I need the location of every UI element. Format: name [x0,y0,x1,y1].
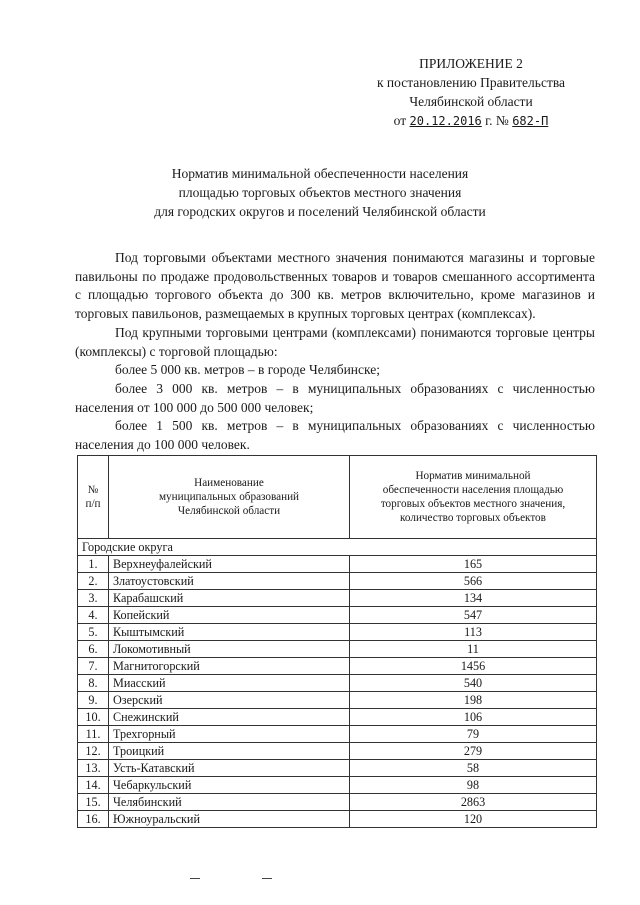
col-number-header [78,456,109,539]
paragraph-chelyabinsk: более 5 000 кв. метров – в городе Челябинске; [115,362,380,378]
appendix-title: ПРИЛОЖЕНИЕ 2 [419,56,523,71]
table-row [78,641,597,658]
row-municipality-name: Усть-Катавский [109,760,350,777]
col-name-header-line1: Наименование [194,477,264,489]
row-number: 3. [78,590,109,607]
row-norm-value: 98 [350,777,597,794]
row-norm-value: 79 [350,726,597,743]
table-row [78,794,597,811]
row-norm-value: 279 [350,743,597,760]
row-municipality-name: Снежинский [109,709,350,726]
row-norm-value: 1456 [350,658,597,675]
row-number: 7. [78,658,109,675]
year-suffix: г. [485,113,493,128]
col-norm-header [350,456,597,539]
table-row [78,709,597,726]
row-norm-value: 2863 [350,794,597,811]
appendix-header [340,54,602,131]
table-row [78,675,597,692]
col-name-header [109,456,350,539]
number-sign: № [495,113,509,128]
row-municipality-name: Кыштымский [109,624,350,641]
col-norm-header-line1: Норматив минимальной [415,470,531,482]
row-norm-value: 566 [350,573,597,590]
appendix-region: Челябинской области [409,94,533,109]
table-row [78,692,597,709]
row-municipality-name: Трехгорный [109,726,350,743]
footer-dash-left [190,878,200,879]
document-title [90,164,550,221]
document-body [75,249,595,455]
row-number: 16. [78,811,109,828]
paragraph-3000: более 3 000 кв. метров – в муниципальных образованиях с численностью населения от 100 000 до 500 000 человек; [75,380,595,415]
table-header-row [78,456,597,539]
table-body [78,539,597,828]
row-number: 13. [78,760,109,777]
date-prefix: от [393,113,407,128]
row-norm-value: 106 [350,709,597,726]
resolution-date: 20.12.2016 [409,114,482,128]
table-row [78,811,597,828]
col-number-header-line2: п/п [85,498,101,510]
table-row [78,777,597,794]
row-norm-value: 198 [350,692,597,709]
row-number: 12. [78,743,109,760]
row-municipality-name: Верхнеуфалейский [109,556,350,573]
title-line-1: Норматив минимальной обеспеченности населения [171,166,469,181]
footer-marks [0,874,640,884]
resolution-number: 682-П [512,114,549,128]
row-municipality-name: Копейский [109,607,350,624]
table-row [78,743,597,760]
row-norm-value: 120 [350,811,597,828]
col-norm-header-line2: обеспеченности населения площадью [382,484,564,496]
col-name-header-line3: Челябинской области [177,505,281,517]
row-norm-value: 540 [350,675,597,692]
row-number: 1. [78,556,109,573]
footer-dash-right [262,878,272,879]
row-norm-value: 113 [350,624,597,641]
table-row [78,760,597,777]
col-norm-header-line4: количество торговых объектов [400,512,546,524]
paragraph-local-objects: Под торговыми объектами местного значения понимаются магазины и торговые павильоны по продаже продовольственных товаров и товаров смешанного ассортимента с площадью торгового объекта до 300 кв. метров включительно, кроме магазинов и торговых павильонов, размещаемых в крупных торговых центрах (комплексах). [75,250,595,322]
row-municipality-name: Челябинский [109,794,350,811]
row-municipality-name: Миасский [109,675,350,692]
row-norm-value: 11 [350,641,597,658]
row-number: 15. [78,794,109,811]
row-norm-value: 547 [350,607,597,624]
row-municipality-name: Магнитогорский [109,658,350,675]
row-number: 11. [78,726,109,743]
row-number: 2. [78,573,109,590]
col-norm-header-line3: торговых объектов местного значения, [380,498,566,510]
group-row [78,539,597,556]
row-municipality-name: Локомотивный [109,641,350,658]
col-name-header-line2: муниципальных образований [158,491,300,503]
row-municipality-name: Чебаркульский [109,777,350,794]
row-municipality-name: Златоустовский [109,573,350,590]
row-norm-value: 134 [350,590,597,607]
norms-table [77,455,597,828]
table-row [78,607,597,624]
row-number: 6. [78,641,109,658]
row-number: 4. [78,607,109,624]
paragraph-1500: более 1 500 кв. метров – в муниципальных образованиях с численностью населения до 100 000 человек. [75,418,595,453]
appendix-to-resolution: к постановлению Правительства [376,75,566,90]
row-number: 14. [78,777,109,794]
row-municipality-name: Южноуральский [109,811,350,828]
row-number: 8. [78,675,109,692]
row-number: 5. [78,624,109,641]
table-row [78,556,597,573]
table-row [78,726,597,743]
row-norm-value: 58 [350,760,597,777]
table-row [78,658,597,675]
row-municipality-name: Карабашский [109,590,350,607]
row-number: 9. [78,692,109,709]
paragraph-large-centers: Под крупными торговыми центрами (комплексами) понимаются торговые центры (комплексы) с торговой площадью: [75,324,595,359]
title-line-3: для городских округов и поселений Челябинской области [154,204,486,219]
row-municipality-name: Озерский [109,692,350,709]
group-label: Городские округа [78,539,597,556]
table-row [78,590,597,607]
row-municipality-name: Троицкий [109,743,350,760]
row-number: 10. [78,709,109,726]
col-number-header-line1: № [87,484,99,496]
table-row [78,573,597,590]
row-norm-value: 165 [350,556,597,573]
table-row [78,624,597,641]
title-line-2: площадью торговых объектов местного значения [178,185,462,200]
appendix-date-line [340,111,602,131]
